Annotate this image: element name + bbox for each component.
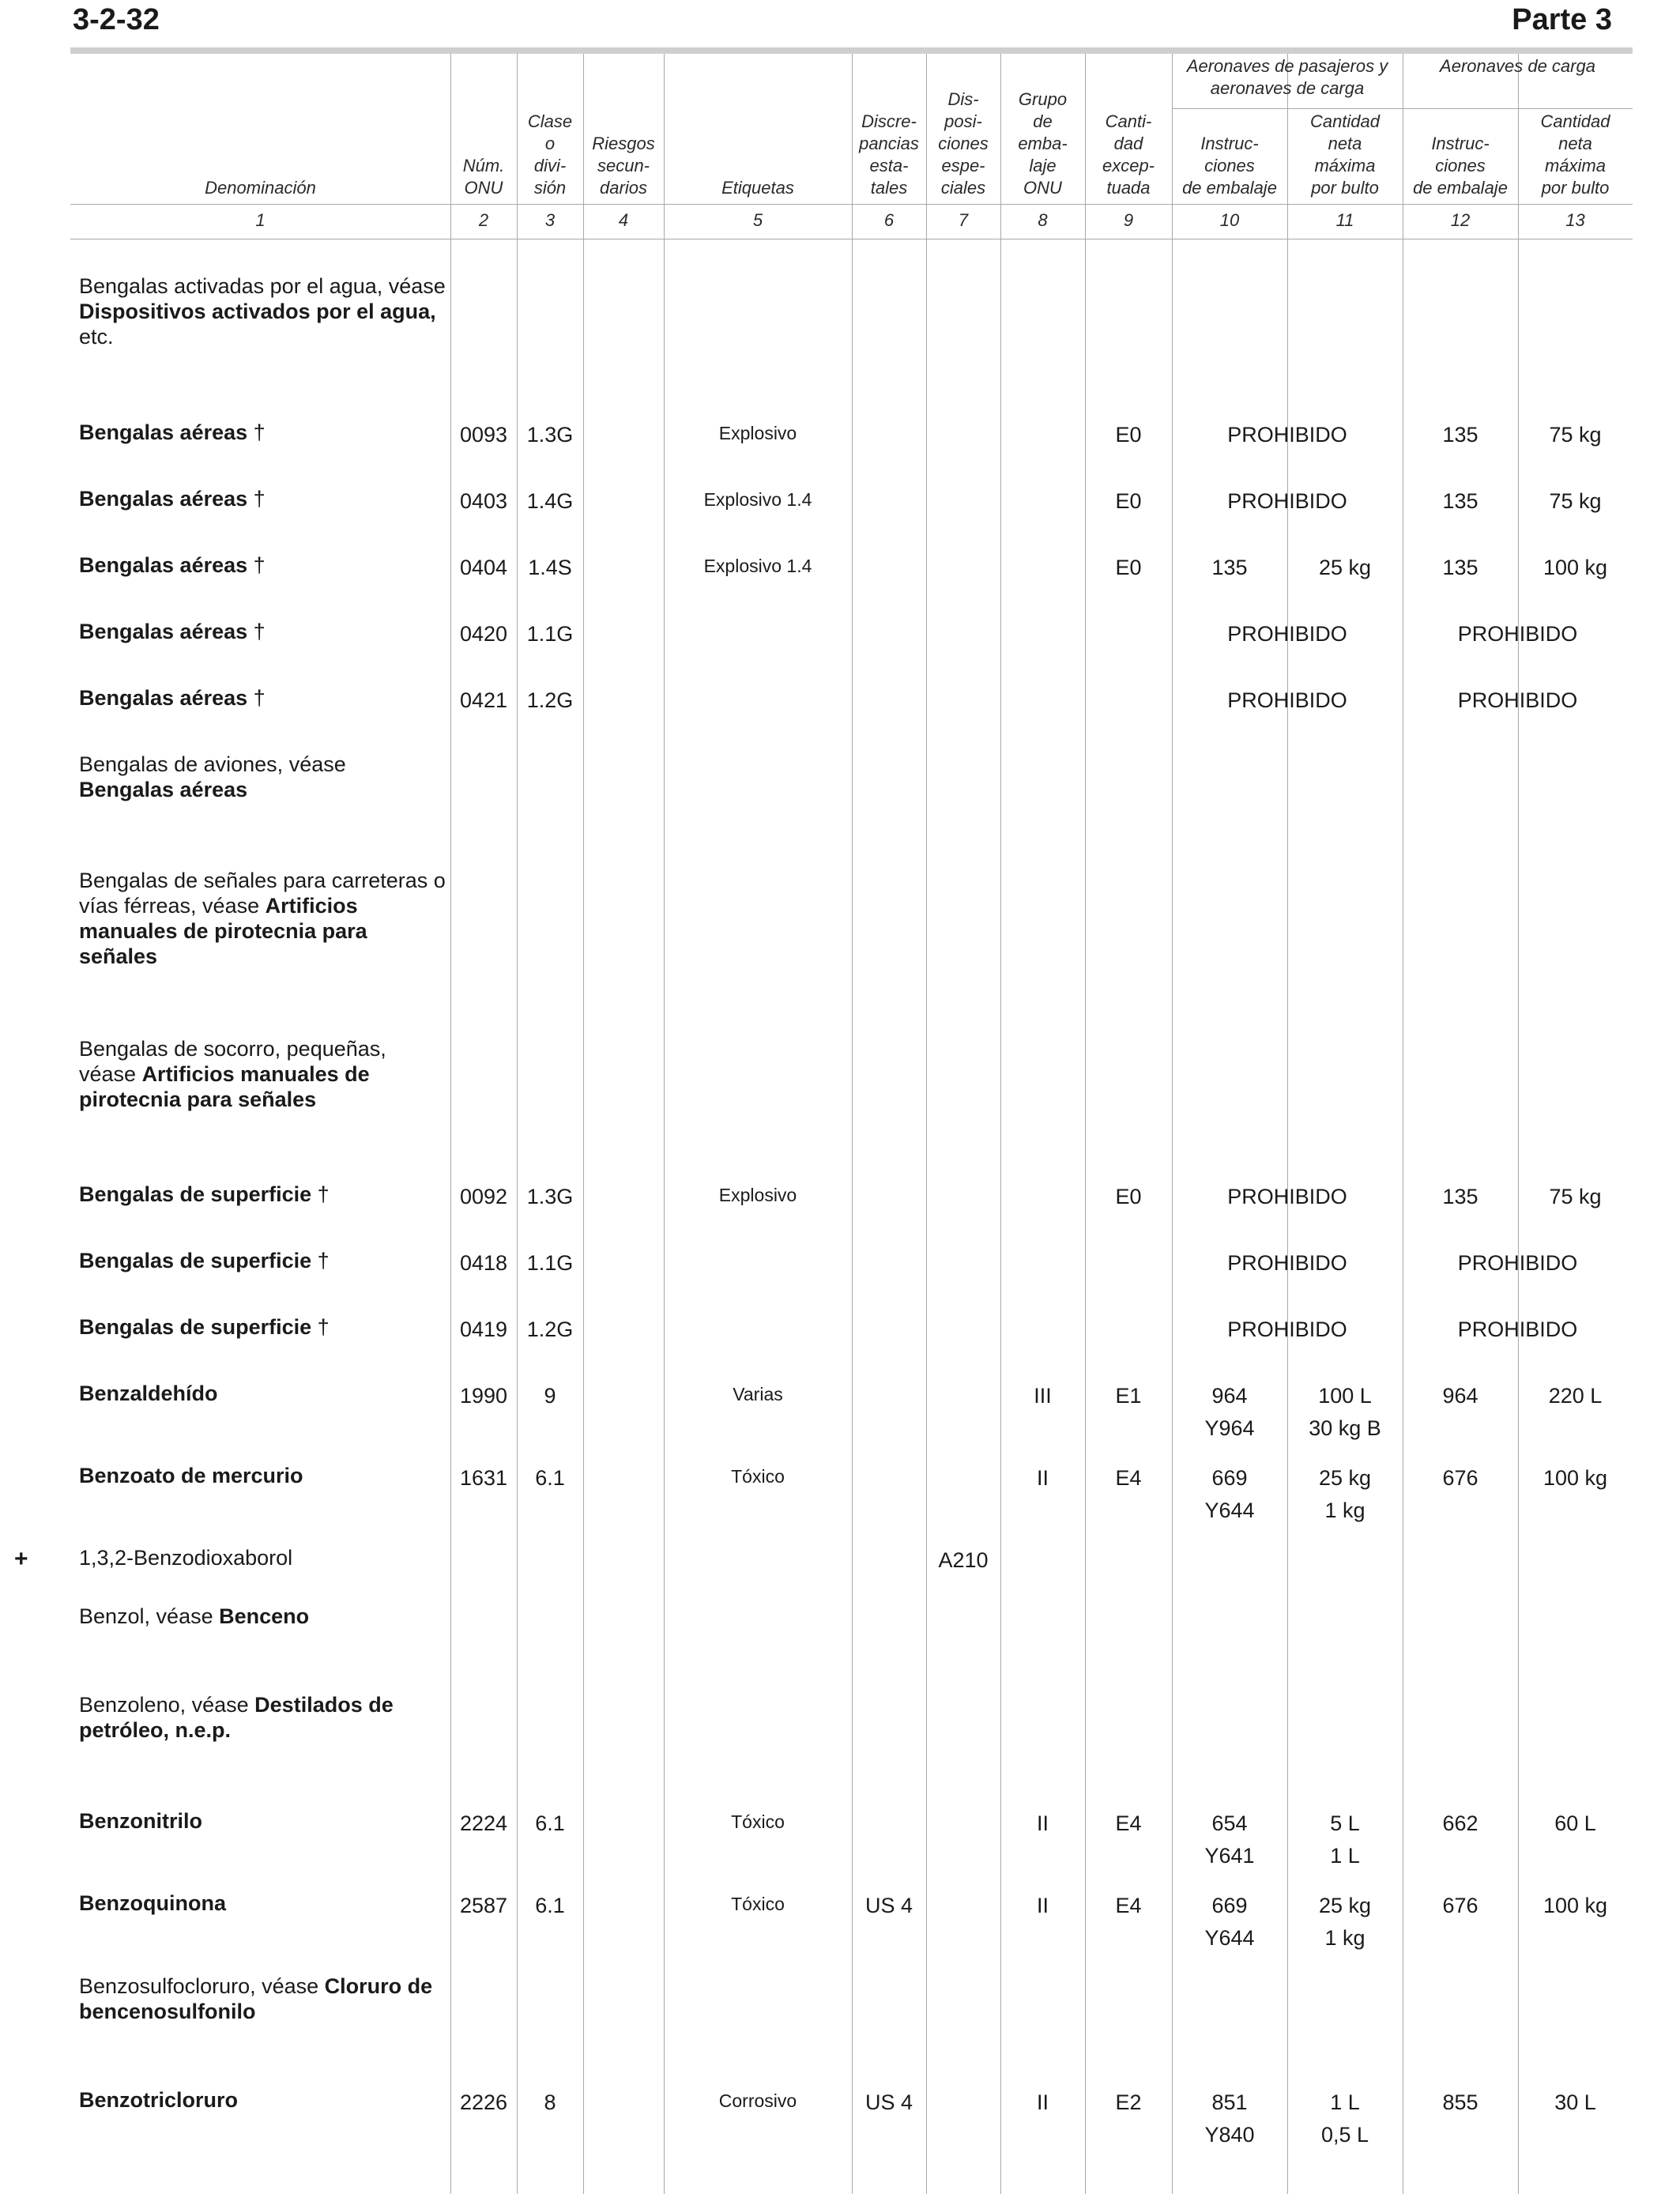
- excepted-quantity: E1: [1115, 1384, 1142, 1408]
- passenger-packing-instruction: 669: [1211, 1894, 1248, 1917]
- column-number: 5: [752, 210, 763, 230]
- name-bold-part: Artificios manuales de pirotecnia para señales: [79, 894, 367, 968]
- substance-name: [79, 1036, 446, 1112]
- page-number: 3-2-32: [73, 3, 160, 36]
- cargo-max-quantity: 30 L: [1554, 2090, 1596, 2114]
- column-header-3: [517, 111, 583, 199]
- un-number: 0093: [459, 423, 508, 447]
- column-header-line: divi-: [533, 156, 567, 175]
- special-provision: A210: [938, 1548, 989, 1572]
- hazard-label: Explosivo 1.4: [703, 489, 812, 510]
- column-header-8: [1000, 89, 1085, 199]
- name-text-part: Bengalas de socorro, pequeñas, véase: [79, 1037, 386, 1086]
- column-number: 10: [1219, 210, 1240, 230]
- column-header-10: [1172, 133, 1287, 199]
- column-number: 6: [883, 210, 895, 230]
- name-bold-part: Benzonitrilo: [79, 1809, 202, 1833]
- column-header-6: [852, 111, 926, 199]
- hazard-label: Tóxico: [731, 1466, 785, 1487]
- hazard-class: 1.4S: [528, 556, 572, 579]
- passenger-prohibited: PROHIBIDO: [1227, 423, 1347, 447]
- column-header-line: pancias: [859, 134, 919, 153]
- hazard-label: Varias: [733, 1384, 783, 1404]
- hazard-class: 1.4G: [526, 489, 574, 513]
- substance-name: [79, 486, 446, 511]
- name-bold-part: Benzoato de mercurio: [79, 1464, 303, 1487]
- column-header-line: espe-: [941, 156, 985, 175]
- top-rule: [70, 47, 1633, 54]
- cargo-prohibited: PROHIBIDO: [1457, 688, 1578, 712]
- name-bold-part: Destilados de petróleo, n.e.p.: [79, 1693, 394, 1742]
- column-header-2: [450, 155, 517, 199]
- column-header-9: [1085, 111, 1172, 199]
- part-title: Parte 3: [1512, 3, 1612, 36]
- column-header-line: neta: [1328, 134, 1362, 153]
- column-rule: [664, 54, 665, 2194]
- column-header-line: de: [1033, 111, 1053, 131]
- cargo-prohibited: PROHIBIDO: [1457, 1318, 1578, 1341]
- name-bold-part: Bengalas de superficie: [79, 1182, 312, 1206]
- name-text-part: 1,3,2-Benzodioxaborol: [79, 1546, 293, 1570]
- name-bold-part: Benzaldehído: [79, 1382, 218, 1405]
- passenger-max-quantity: 1 L: [1330, 2090, 1360, 2114]
- column-rule: [1287, 54, 1288, 2194]
- passenger-aircraft-group-header: Aeronaves de pasajeros y aeronaves de carga: [1186, 56, 1388, 98]
- substance-name: [79, 1692, 446, 1743]
- substance-name: [79, 1545, 446, 1570]
- cargo-prohibited: PROHIBIDO: [1457, 1251, 1578, 1275]
- un-number: 0421: [459, 688, 508, 712]
- substance-name: [79, 1381, 446, 1406]
- column-header-line: Discre-: [861, 111, 917, 131]
- passenger-packing-instruction-ltd: Y964: [1204, 1416, 1255, 1440]
- packing-group: II: [1036, 2090, 1049, 2114]
- cargo-packing-instruction: 676: [1442, 1466, 1478, 1490]
- substance-name: [79, 752, 446, 802]
- column-header-line: ciales: [940, 178, 986, 198]
- name-text-part: †: [247, 420, 266, 444]
- column-header-line: Riesgos: [592, 134, 655, 153]
- column-header-line: laje: [1029, 156, 1057, 175]
- column-header-line: Denominación: [205, 178, 316, 198]
- cargo-packing-instruction: 135: [1442, 489, 1478, 513]
- un-number: 1990: [459, 1384, 508, 1408]
- name-text-part: Bengalas de aviones, véase: [79, 752, 346, 776]
- column-header-5: [664, 177, 852, 199]
- hazard-label: Explosivo: [718, 1185, 797, 1205]
- column-number: 3: [544, 210, 556, 230]
- substance-name: [79, 1891, 446, 1916]
- column-rule: [583, 54, 584, 2194]
- passenger-max-quantity: 25 kg: [1318, 1466, 1372, 1490]
- un-number: 0092: [459, 1185, 508, 1208]
- name-text-part: †: [311, 1315, 330, 1339]
- cargo-packing-instruction: 964: [1442, 1384, 1478, 1408]
- column-header-line: Dis-: [947, 89, 979, 109]
- un-number: 2587: [459, 1894, 508, 1917]
- name-bold-part: Dispositivos activados por el agua,: [79, 300, 436, 323]
- name-text-part: Bengalas de señales para carreteras o vías férreas, véase: [79, 869, 446, 918]
- passenger-packing-instruction: 135: [1211, 556, 1248, 579]
- column-rule: [852, 54, 853, 2194]
- un-number: 0418: [459, 1251, 508, 1275]
- passenger-prohibited: PROHIBIDO: [1227, 1185, 1347, 1208]
- name-bold-part: Bengalas aéreas: [79, 420, 248, 444]
- cargo-max-quantity: 75 kg: [1549, 1185, 1602, 1208]
- un-number: 0419: [459, 1318, 508, 1341]
- cargo-max-quantity: 60 L: [1554, 1811, 1596, 1835]
- passenger-max-quantity: 25 kg: [1318, 1894, 1372, 1917]
- column-header-line: dad: [1113, 134, 1143, 153]
- cargo-max-quantity: 100 kg: [1543, 556, 1608, 579]
- substance-name: [79, 1314, 446, 1340]
- cargo-max-quantity: 100 kg: [1543, 1894, 1608, 1917]
- column-header-line: máxima: [1314, 156, 1376, 175]
- passenger-prohibited: PROHIBIDO: [1227, 1251, 1347, 1275]
- hazard-class: 1.3G: [526, 1185, 574, 1208]
- name-bold-part: Bengalas de superficie: [79, 1315, 312, 1339]
- column-header-line: por bulto: [1541, 178, 1610, 198]
- header-rule: [70, 204, 1633, 205]
- excepted-quantity: E0: [1115, 489, 1142, 513]
- column-header-line: ONU: [1023, 178, 1062, 198]
- passenger-packing-instruction: 654: [1211, 1811, 1248, 1835]
- hazard-label: Tóxico: [731, 1894, 785, 1914]
- column-header-7: [926, 89, 1000, 199]
- packing-group: II: [1036, 1894, 1049, 1917]
- substance-name: [79, 552, 446, 578]
- substance-name: [79, 1463, 446, 1488]
- header-rule: [1172, 108, 1633, 109]
- column-header-line: por bulto: [1311, 178, 1379, 198]
- name-text-part: †: [247, 686, 266, 710]
- excepted-quantity: E4: [1115, 1466, 1142, 1490]
- column-header-line: darios: [600, 178, 647, 198]
- column-number: 11: [1335, 210, 1354, 230]
- column-number: 13: [1565, 210, 1585, 230]
- name-bold-part: Bengalas aéreas: [79, 553, 248, 577]
- hazard-class: 6.1: [535, 1811, 565, 1835]
- cargo-packing-instruction: 676: [1442, 1894, 1478, 1917]
- passenger-max-quantity-ltd: 0,5 L: [1320, 2123, 1369, 2147]
- hazard-class: 1.3G: [526, 423, 574, 447]
- column-header-line: neta: [1558, 134, 1592, 153]
- passenger-prohibited: PROHIBIDO: [1227, 1318, 1347, 1341]
- hazard-label: Tóxico: [731, 1811, 785, 1832]
- passenger-prohibited: PROHIBIDO: [1227, 622, 1347, 646]
- name-bold-part: Bengalas aéreas: [79, 686, 248, 710]
- name-text-part: Benzosulfocloruro, véase: [79, 1974, 325, 1998]
- passenger-max-quantity-ltd: 1 kg: [1324, 1926, 1365, 1950]
- column-header-12: [1403, 133, 1518, 199]
- column-rule: [450, 54, 451, 2194]
- substance-name: [79, 685, 446, 711]
- column-header-line: Grupo: [1018, 89, 1068, 109]
- column-header-line: posi-: [944, 111, 982, 131]
- name-bold-part: Bengalas aéreas: [79, 487, 248, 511]
- column-header-line: esta-: [869, 156, 909, 175]
- hazard-class: 9: [544, 1384, 556, 1408]
- cargo-max-quantity: 75 kg: [1549, 423, 1602, 447]
- passenger-max-quantity-ltd: 1 L: [1330, 1844, 1360, 1868]
- column-header-line: Núm.: [462, 156, 505, 175]
- column-header-11: [1287, 111, 1403, 199]
- name-bold-part: Cloruro de bencenosulfonilo: [79, 1974, 433, 2023]
- passenger-packing-instruction-ltd: Y641: [1204, 1844, 1255, 1868]
- name-text-part: †: [247, 620, 266, 643]
- packing-group: III: [1034, 1384, 1052, 1408]
- column-header-line: Clase: [527, 111, 573, 131]
- cargo-packing-instruction: 662: [1442, 1811, 1478, 1835]
- cargo-prohibited: PROHIBIDO: [1457, 622, 1578, 646]
- cargo-max-quantity: 75 kg: [1549, 489, 1602, 513]
- passenger-packing-instruction-ltd: Y644: [1204, 1498, 1255, 1522]
- column-header-line: tuada: [1106, 178, 1151, 198]
- name-text-part: etc.: [79, 325, 114, 349]
- column-header-line: ciones: [1204, 156, 1255, 175]
- column-header-13: [1518, 111, 1633, 199]
- substance-name: [79, 1973, 446, 2024]
- column-header-line: emba-: [1018, 134, 1068, 153]
- column-header-line: de embalaje: [1182, 178, 1277, 198]
- column-number: 7: [958, 210, 969, 230]
- column-number: 12: [1450, 210, 1471, 230]
- excepted-quantity: E4: [1115, 1894, 1142, 1917]
- name-text-part: Bengalas activadas por el agua, véase: [79, 274, 446, 298]
- column-header-line: máxima: [1544, 156, 1606, 175]
- packing-group: II: [1036, 1466, 1049, 1490]
- column-header-line: Instruc-: [1431, 134, 1490, 153]
- column-header-line: ciones: [1435, 156, 1486, 175]
- name-text-part: †: [311, 1249, 330, 1272]
- column-header-line: ciones: [938, 134, 989, 153]
- passenger-packing-instruction-ltd: Y644: [1204, 1926, 1255, 1950]
- column-rule: [1172, 54, 1173, 2194]
- hazard-class: 8: [544, 2090, 556, 2114]
- name-bold-part: Artificios manuales de pirotecnia para señales: [79, 1062, 370, 1111]
- column-header-line: Canti-: [1105, 111, 1152, 131]
- state-variation: US 4: [864, 1894, 913, 1917]
- hazard-class: 1.2G: [526, 1318, 574, 1341]
- passenger-max-quantity: 5 L: [1330, 1811, 1360, 1835]
- passenger-packing-instruction-ltd: Y840: [1204, 2123, 1255, 2147]
- name-bold-part: Benceno: [219, 1604, 310, 1628]
- passenger-packing-instruction: 851: [1211, 2090, 1248, 2114]
- column-number: 8: [1038, 210, 1048, 230]
- substance-name: [79, 868, 446, 969]
- column-header-1: [70, 177, 450, 199]
- passenger-max-quantity: 100 L: [1318, 1384, 1372, 1408]
- hazard-class: 1.2G: [526, 688, 574, 712]
- substance-name: [79, 1604, 446, 1629]
- name-bold-part: Bengalas de superficie: [79, 1249, 312, 1272]
- substance-name: [79, 1248, 446, 1273]
- column-header-line: de embalaje: [1413, 178, 1508, 198]
- hazard-class: 6.1: [535, 1894, 565, 1917]
- name-text-part: Benzoleno, véase: [79, 1693, 255, 1717]
- passenger-max-quantity-ltd: 1 kg: [1324, 1498, 1365, 1522]
- column-rule: [926, 54, 927, 2194]
- name-text-part: †: [247, 487, 266, 511]
- substance-name: [79, 619, 446, 644]
- substance-name: [79, 273, 446, 349]
- excepted-quantity: E4: [1115, 1811, 1142, 1835]
- passenger-max-quantity: 25 kg: [1318, 556, 1372, 579]
- name-bold-part: Benzoquinona: [79, 1891, 226, 1915]
- substance-name: [79, 420, 446, 445]
- un-number: 1631: [459, 1466, 508, 1490]
- cargo-packing-instruction: 855: [1442, 2090, 1478, 2114]
- name-bold-part: Bengalas aéreas: [79, 620, 248, 643]
- name-text-part: †: [311, 1182, 330, 1206]
- passenger-packing-instruction: 964: [1211, 1384, 1248, 1408]
- cargo-packing-instruction: 135: [1442, 423, 1478, 447]
- substance-name: [79, 1808, 446, 1834]
- cargo-packing-instruction: 135: [1442, 556, 1478, 579]
- column-rule: [517, 54, 518, 2194]
- column-header-line: excep-: [1102, 156, 1155, 175]
- substance-name: [79, 2087, 446, 2113]
- un-number: 0403: [459, 489, 508, 513]
- column-header-line: sión: [533, 178, 567, 198]
- column-header-line: Cantidad: [1309, 111, 1381, 131]
- un-number: 2224: [459, 1811, 508, 1835]
- state-variation: US 4: [864, 2090, 913, 2114]
- column-number: 9: [1123, 210, 1134, 230]
- un-number: 2226: [459, 2090, 508, 2114]
- un-number: 0420: [459, 622, 508, 646]
- column-rule: [1518, 54, 1519, 2194]
- cargo-packing-instruction: 135: [1442, 1185, 1478, 1208]
- cargo-aircraft-group-header: Aeronaves de carga: [1440, 56, 1595, 76]
- excepted-quantity: E0: [1115, 423, 1142, 447]
- substance-name: [79, 1182, 446, 1207]
- column-rule: [1000, 54, 1001, 2194]
- column-header-line: Etiquetas: [721, 178, 794, 198]
- hazard-class: 1.1G: [526, 622, 574, 646]
- name-text-part: Benzol, véase: [79, 1604, 220, 1628]
- name-text-part: †: [247, 553, 266, 577]
- hazard-label: Explosivo: [718, 423, 797, 443]
- passenger-prohibited: PROHIBIDO: [1227, 688, 1347, 712]
- column-header-line: secun-: [597, 156, 650, 175]
- hazard-label: Explosivo 1.4: [703, 556, 812, 576]
- hazard-class: 6.1: [535, 1466, 565, 1490]
- name-bold-part: Benzotricloruro: [79, 2088, 239, 2112]
- column-header-line: ONU: [464, 178, 503, 198]
- column-header-line: o: [544, 134, 556, 153]
- packing-group: II: [1036, 1811, 1049, 1835]
- passenger-packing-instruction: 669: [1211, 1466, 1248, 1490]
- hazard-label: Corrosivo: [718, 2090, 797, 2111]
- column-header-line: Instruc-: [1200, 134, 1259, 153]
- excepted-quantity: E2: [1115, 2090, 1142, 2114]
- column-rule: [1085, 54, 1086, 2194]
- passenger-max-quantity-ltd: 30 kg B: [1309, 1416, 1381, 1440]
- passenger-prohibited: PROHIBIDO: [1227, 489, 1347, 513]
- column-header-line: tales: [870, 178, 908, 198]
- excepted-quantity: E0: [1115, 1185, 1142, 1208]
- column-header-4: [583, 133, 664, 199]
- hazard-class: 1.1G: [526, 1251, 574, 1275]
- un-number: 0404: [459, 556, 508, 579]
- amendment-marker: +: [14, 1546, 28, 1572]
- cargo-max-quantity: 220 L: [1548, 1384, 1603, 1408]
- excepted-quantity: E0: [1115, 556, 1142, 579]
- column-number: 1: [255, 210, 266, 230]
- column-header-line: Cantidad: [1540, 111, 1610, 131]
- column-number: 2: [478, 210, 489, 230]
- column-number: 4: [618, 210, 629, 230]
- cargo-max-quantity: 100 kg: [1543, 1466, 1608, 1490]
- name-bold-part: Bengalas aéreas: [79, 778, 248, 801]
